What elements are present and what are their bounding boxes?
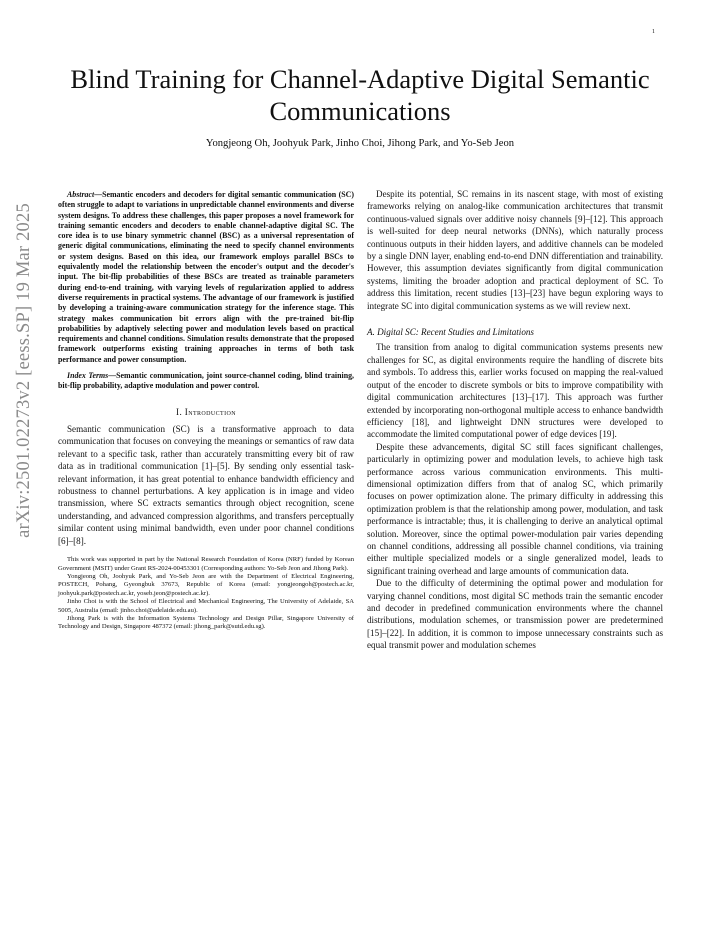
body-paragraph-4: Due to the difficulty of determining the optimal power and modulation for varying channel conditions, most digital SC methods train the semantic encoder and decoder in predefined communication environments where the channel distributions, modulation schemes, or transmission power are predetermined [15]–[22]. In addition, it is common to impose unnecessary constraints such as equal transmit power and modulation schemes — [367, 578, 663, 651]
index-terms-lead: Index Terms — [67, 371, 109, 381]
abstract — [58, 190, 354, 365]
page-number: 1 — [652, 29, 655, 35]
footnote-affiliation-sutd: Jihong Park is with the Information Systems Technology and Design Pillar, Singapore University of Technology and Design, Singapore 487372 (email: jihong_park@sutd.edu.sg). — [58, 614, 354, 631]
arxiv-identifier-text: arXiv:2501.02273v2 [eess.SP] 19 Mar 2025 — [13, 202, 34, 538]
intro-paragraph: Semantic communication (SC) is a transformative approach to data communication that focuses on conveying the meanings or semantics of raw data relevant to a specific task, rather than accurately transmitting every bit of raw data as in traditional communication [1]–[5]. By sending only essential task-relevant information, it has great potential to enhance bandwidth efficiency and robustness to channel perturbations. A key application is in image and video transmission, where SC extracts semantics through object recognition, scene understanding, and advanced compression algorithms, and transfers perceptually similar content using minimal bandwidth, even under poor channel conditions [6]–[8]. — [58, 424, 354, 546]
abstract-lead: Abstract — [67, 190, 95, 199]
arxiv-identifier — [12, 60, 36, 680]
right-column — [367, 188, 663, 652]
index-terms-text: —Semantic communication, joint source-channel coding, blind training, bit-flip probability, adaptive modulation and power control. — [58, 371, 354, 391]
index-terms — [58, 371, 354, 392]
section-heading-introduction: I. Introduction — [176, 406, 236, 417]
left-column — [58, 190, 354, 632]
subsection-heading-digital-sc: A. Digital SC: Recent Studies and Limitations — [367, 327, 534, 338]
body-paragraph-2: The transition from analog to digital communication systems presents new challenges for SC, as digital environments require the handling of discrete bits and symbols. To address this, earlier works focused on mapping the real-valued output of the encoder to discrete symbols or bits to improve compatibility with digital communication architectures [13]–[17]. This approach was further extended by incorporating non-orthogonal multiple access to enhance bandwidth efficiency [18], and lightweight DNN structures were developed to accommodate the limited computational power of edge devices [19]. — [367, 342, 663, 440]
body-paragraph-1: Despite its potential, SC remains in its nascent stage, with most of existing frameworks relying on analog-like communication architectures that transmit continuous-valued signals over additive noisy channels [9]–[12]. This approach is well-suited for deep neural networks (DNNs), which naturally process continuous outputs in their hidden layers, and additive channels can be modeled by a single DNN layer, enabling end-to-end DNN differentiation and trainability. However, this assumption deviates significantly from digital communication systems, limiting the broader adoption and practical deployment of SC. To address this limitation, recent studies [13]–[23] have begun exploring ways to integrate SC into digital communication systems as we will review next. — [367, 189, 663, 311]
footnote-affiliation-postech: Yongjeong Oh, Joohyuk Park, and Yo-Seb Jeon are with the Department of Electrical Engineering, POSTECH, Pohang, Gyeongbuk 37673, Republic of Korea (email: yongjeongoh@postech.ac.kr, joohyuk.park@postech.ac.kr, yoseb.jeon@postech.ac.kr). — [58, 572, 354, 597]
footnotes — [58, 556, 354, 632]
abstract-text: —Semantic encoders and decoders for digital semantic communication (SC) often struggle to adapt to variations in unpredictable channel environments and diverse system designs. To address these challenges, this paper proposes a novel framework for training semantic encoders and decoders to enable channel-adaptive digital SC. The core idea is to use binary symmetric channel (BSC) as a universal representation of generic digital communications, eliminating the need to specify channel environments or system designs. Based on this idea, our framework employs parallel BSCs to equivalently model the relationship between the encoder's output and the decoder's input. The bit-flip probabilities of these BSCs are treated as trainable parameters during end-to-end training, with varying levels of regularization applied to address diverse requirements in practical systems. The advantage of our framework is justified by developing a training-aware communication strategy for the inference stage. This strategy makes communication bit errors align with the pre-trained bit-flip probabilities by adaptively selecting power and modulation levels based on practical requirements and channel conditions. Simulation results demonstrate that the proposed framework outperforms existing training approaches in terms of both task performance and power consumption. — [58, 190, 354, 364]
paper-title: Blind Training for Channel-Adaptive Digital Semantic Communications — [70, 64, 650, 126]
body-paragraph-3: Despite these advancements, digital SC still faces significant challenges, particularly in optimizing power and modulation levels, to achieve high task performance across various communication environments. This multi-dimensional optimization differs from that of analog SC, which primarily focuses on power optimization alone. The primary difficulty in addressing this optimization problem is that the relationship among power, modulation, and task performance is intractable; thus, it is challenging to derive an analytical optimal solution. Moreover, since the optimal power-modulation pair varies depending on channel conditions, addressing all possible channel conditions, via training either multiple specialized models or a single generalized model, leads to significant training overhead and large amounts of communication data. — [367, 441, 663, 576]
footnote-funding: This work was supported in part by the National Research Foundation of Korea (NRF) funded by Korean Government (MSIT) under Grant RS-2024-00453301 (Corresponding authors: Yo-Seb Jeon and Jihong Park). — [58, 556, 354, 572]
author-list: Yongjeong Oh, Joohyuk Park, Jinho Choi, Jihong Park, and Yo-Seb Jeon — [205, 138, 515, 149]
footnote-affiliation-adelaide: Jinho Choi is with the School of Electrical and Mechanical Engineering, The University of Adelaide, SA 5005, Australia (email: jinho.choi@adelaide.edu.au). — [58, 598, 354, 614]
